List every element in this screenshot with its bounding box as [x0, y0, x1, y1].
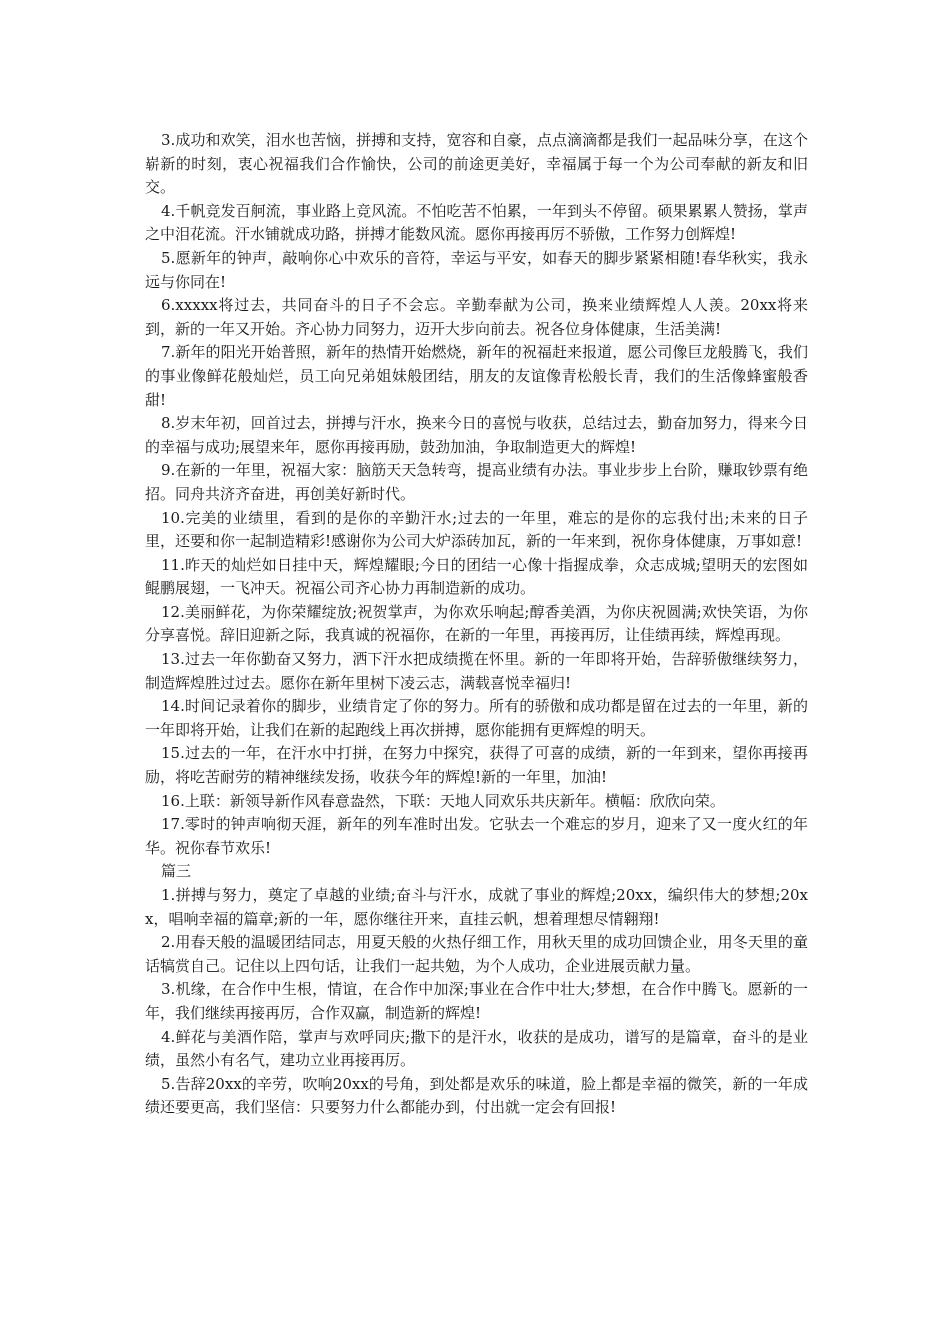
paragraph-7: 7.新年的阳光开始普照，新年的热情开始燃烧，新年的祝福赶来报道，愿公司像巨龙般腾飞，我们的事业像鲜花般灿烂，员工向兄弟姐妹般团结，朋友的友谊像青松般长青，我们的生活像蜂蜜般香甜!: [145, 343, 808, 409]
paragraph-15: 15.过去的一年，在汗水中打拼，在努力中探究，获得了可喜的成绩，新的一年到来，望你再接再励，将吃苦耐劳的精神继续发扬，收获今年的辉煌!新的一年里，加油!: [145, 744, 808, 787]
paragraph-17: 17.零时的钟声响彻天涯，新年的列车准时出发。它驮去一个难忘的岁月，迎来了又一度火红的年华。祝你春节欢乐!: [145, 815, 808, 857]
section-b-paragraph-2: 2.用春天般的温暖团结同志，用夏天般的火热仔细工作，用秋天里的成功回馈企业，用冬天里的童话犒赏自己。记住以上四句话，让我们一起共勉，为个人成功，企业进展贡献力量。: [145, 933, 808, 975]
document-body: [145, 129, 808, 1120]
paragraph-4: 4.千帆竞发百舸流，事业路上竞风流。不怕吃苦不怕累，一年到头不停留。硕果累累人赞扬，掌声之中泪花流。汗水铺就成功路，拼搏才能数风流。愿你再接再厉不骄傲，工作努力创辉煌!: [145, 201, 808, 244]
paragraph-14: 14.时间记录着你的脚步，业绩肯定了你的努力。所有的骄傲和成功都是留在过去的一年里，新的一年即将开始，让我们在新的起跑线上再次拼搏，愿你能拥有更辉煌的明天。: [145, 697, 808, 739]
paragraph-12: 12.美丽鲜花，为你荣耀绽放;祝贺掌声，为你欢乐响起;醇香美酒，为你庆祝圆满;欢快笑语，为你分享喜悦。辞旧迎新之际，我真诚的祝福你，在新的一年里，再接再厉，让佳绩再续，辉煌再现。: [145, 602, 808, 645]
section-b-paragraph-5: 5.告辞20xx的辛劳，吹响20xx的号角，到处都是欢乐的味道，脸上都是幸福的微笑，新的一年成绩还要更高，我们坚信：只要努力什么都能办到，付出就一定会有回报!: [145, 1074, 808, 1117]
paragraph-9: 9.在新的一年里，祝福大家：脑筋天天急转弯，提高业绩有办法。事业步步上台阶，赚取钞票有绝招。同舟共济齐奋进，再创美好新时代。: [145, 461, 808, 503]
paragraph-3: 3.成功和欢笑，泪水也苦恼，拼搏和支持，宽容和自豪，点点滴滴都是我们一起品味分享，在这个崭新的时刻，衷心祝福我们合作愉快，公司的前途更美好，幸福属于每一个为公司奉献的新友和旧交。: [145, 131, 808, 197]
section-heading: 篇三: [161, 862, 192, 881]
paragraph-6: 6.xxxxx将过去，共同奋斗的日子不会忘。辛勤奉献为公司，换来业绩辉煌人人羡。20xx将来到，新的一年又开始。齐心协力同努力，迈开大步向前去。祝各位身体健康，生活美满!: [145, 296, 808, 338]
section-b-paragraph-1: 1.拼搏与努力，奠定了卓越的业绩;奋斗与汗水，成就了事业的辉煌;20xx，编织伟大的梦想;20xx，唱响幸福的篇章;新的一年，愿你继往开来，直挂云帆，想着理想尽情翱翔!: [145, 886, 808, 928]
paragraph-13: 13.过去一年你勤奋又努力，洒下汗水把成绩揽在怀里。新的一年即将开始，告辞骄傲继续努力，制造辉煌胜过过去。愿你在新年里树下凌云志，满载喜悦幸福归!: [145, 650, 808, 692]
paragraph-5: 5.愿新年的钟声，敲响你心中欢乐的音符，幸运与平安，如春天的脚步紧紧相随!春华秋实，我永远与你同在!: [145, 248, 808, 291]
paragraph-8: 8.岁末年初，回首过去，拼搏与汗水，换来今日的喜悦与收获，总结过去，勤奋加努力，得来今日的幸福与成功;展望来年，愿你再接再励，鼓劲加油，争取制造更大的辉煌!: [145, 414, 808, 456]
paragraph-16: 16.上联：新领导新作风春意盎然，下联：天地人同欢乐共庆新年。横幅：欣欣向荣。: [161, 791, 725, 810]
section-b-paragraph-4: 4.鲜花与美酒作陪，掌声与欢呼同庆;撒下的是汗水，收获的是成功，谱写的是篇章，奋斗的是业绩，虽然小有名气，建功立业再接再厉。: [145, 1027, 808, 1070]
paragraph-10: 10.完美的业绩里，看到的是你的辛勤汗水;过去的一年里，难忘的是你的忘我付出;未来的日子里，还要和你一起制造精彩!感谢你为公司大炉添砖加瓦，新的一年来到，祝你身体健康，万事如意!: [145, 508, 808, 551]
section-b-paragraph-3: 3.机缘，在合作中生根，情谊，在合作中加深;事业在合作中壮大;梦想，在合作中腾飞。愿新的一年，我们继续再接再厉，合作双赢，制造新的辉煌!: [145, 980, 808, 1022]
paragraph-11: 11.昨天的灿烂如日挂中天，辉煌耀眼;今日的团结一心像十指握成拳，众志成城;望明天的宏图如鲲鹏展翅，一飞冲天。祝福公司齐心协力再制造新的成功。: [145, 555, 808, 598]
